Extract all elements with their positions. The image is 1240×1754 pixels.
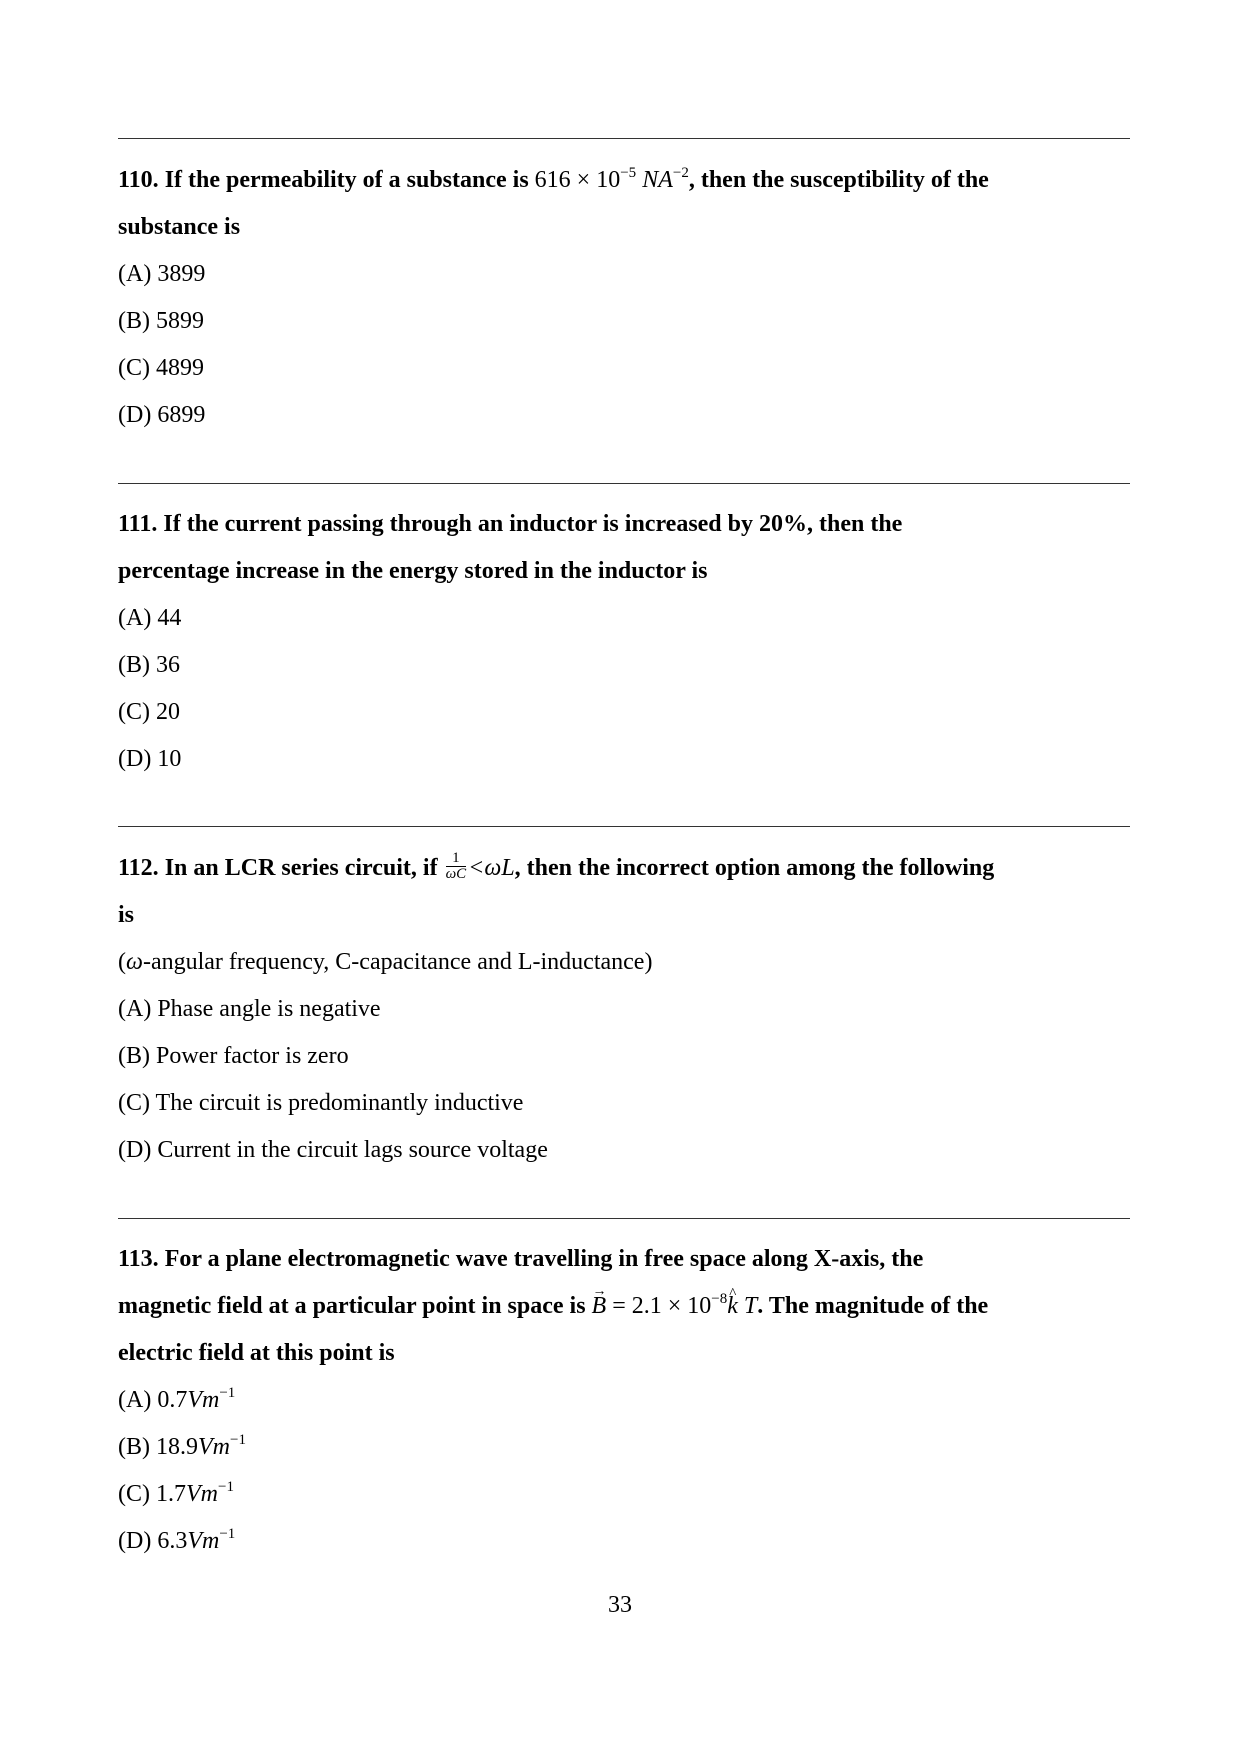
divider-110 — [118, 138, 1130, 139]
divider-111 — [118, 483, 1130, 484]
question-number: 111. — [118, 511, 158, 537]
question-112-note: (ω-angular frequency, C-capacitance and L-inductance) — [118, 949, 653, 975]
vector-b: → B — [592, 1283, 607, 1330]
option-d[interactable]: (D) $6.3Vm^{-1}$ — [118, 1526, 236, 1554]
option-b[interactable]: (B) 5899 — [118, 308, 204, 334]
option-c[interactable]: (C) $1.7Vm^{-1}$ — [118, 1479, 234, 1507]
option-a[interactable]: (A) Phase angle is negative — [118, 996, 381, 1022]
question-111-stem: 111. If the current passing through an inductor is increased by 20%, then the — [118, 511, 903, 537]
option-b[interactable]: (B) 36 — [118, 652, 180, 678]
option-b[interactable]: (B) Power factor is zero — [118, 1043, 349, 1069]
option-d[interactable]: (D) Current in the circuit lags source voltage — [118, 1137, 548, 1163]
option-a[interactable]: (A) 44 — [118, 605, 182, 631]
divider-113 — [118, 1218, 1130, 1219]
option-a[interactable]: (A) $0.7Vm^{-1}$ — [118, 1385, 236, 1413]
unit-vector-k: ^ k — [727, 1283, 738, 1330]
question-113: 113. For a plane electromagnetic wave travelling in free space along X-axis, the magnetic field at a particular point in space is → $B = 2.1 \times 10^{-8}\^{}$ k T. The magnitude of the electric field at this point is (A) $0.7Vm^{-1}$ (B) $18.9Vm^{-1}$ (C) $1.7Vm^{-1}$ (D) $6.3Vm^{-1}$ — [118, 1236, 1130, 1565]
option-b[interactable]: (B) $18.9Vm^{-1}$ — [118, 1432, 246, 1460]
option-d[interactable]: (D) 6899 — [118, 402, 206, 428]
question-110-stem: 110. If the permeability of a substance is $616 \times 10^{-5}$ $NA^{-2}$, then the susceptibility of the — [118, 165, 989, 193]
question-113-stem: 113. For a plane electromagnetic wave travelling in free space along X-axis, the — [118, 1246, 924, 1272]
question-112-stem: 112. In an LCR series circuit, if $\frac{1}{\omega C}$ <ωL, then the incorrect option among the following — [118, 849, 995, 882]
option-a[interactable]: (A) 3899 — [118, 261, 206, 287]
question-112: 112. In an LCR series circuit, if $\frac{1}{\omega C}$ <ωL, then the incorrect option among the following is (ω-angular frequency, C-capacitance and L-inductance) (A) Phase angle is negative (B) Power factor is zero (C) The circuit is predominantly inductive (D) Current in the circuit lags source voltage — [118, 845, 1130, 1174]
option-c[interactable]: (C) 20 — [118, 699, 180, 725]
question-number: 113. — [118, 1246, 159, 1272]
question-110: 110. If the permeability of a substance is $616 \times 10^{-5}$ $NA^{-2}$, then the susceptibility of the substance is (A) 3899 (B) 5899 (C) 4899 (D) 6899 — [118, 157, 1130, 439]
question-111: 111. If the current passing through an inductor is increased by 20%, then the percentage increase in the energy stored in the inductor is (A) 44 (B) 36 (C) 20 (D) 10 — [118, 501, 1130, 783]
page-number: 33 — [608, 1592, 632, 1618]
question-number: 112. — [118, 855, 159, 881]
option-d[interactable]: (D) 10 — [118, 746, 182, 772]
option-c[interactable]: (C) 4899 — [118, 355, 204, 381]
question-number: 110. — [118, 167, 159, 193]
fraction-one-over-omega-c: $\frac{1}{\omega C}$ — [445, 849, 467, 882]
divider-112 — [118, 826, 1130, 827]
option-c[interactable]: (C) The circuit is predominantly inductive — [118, 1090, 524, 1116]
